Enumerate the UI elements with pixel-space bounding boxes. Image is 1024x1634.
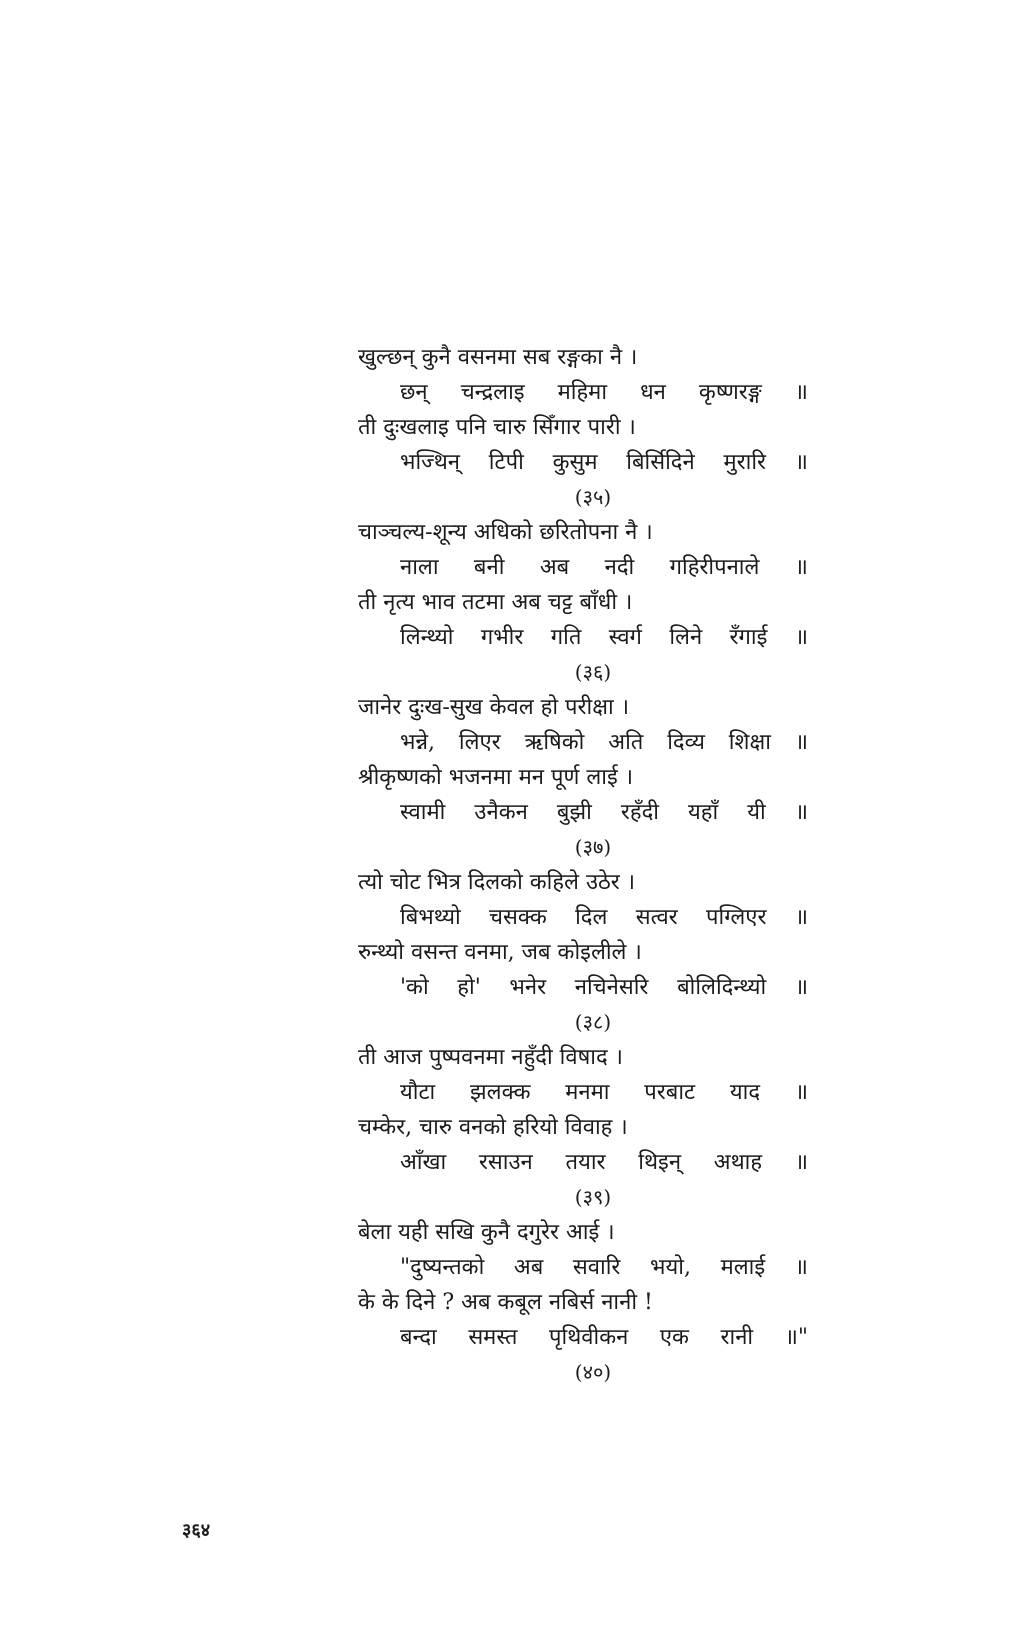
verse-line: के के दिने ? अब कबूल नबिर्स नानी !	[358, 1290, 653, 1315]
stanza-36	[358, 515, 808, 690]
verse-line: त्यो चोट भित्र दिलको कहिले उठेर ।	[358, 870, 636, 895]
page-number: ३६४	[182, 1520, 211, 1541]
verse-number: (३६)	[574, 660, 612, 684]
verse-number: (३९)	[574, 1185, 612, 1209]
stanza-38	[358, 865, 808, 1040]
verse-line: 'को हो' भनेर नचिनेसरि बोलिदिन्थ्यो ॥	[400, 975, 808, 1000]
verse-line: स्वामी उनैकन बुझी रहँदी यहाँ यी ॥	[400, 800, 808, 825]
stanza-40	[358, 1215, 808, 1390]
verse-number: (३७)	[574, 835, 612, 859]
verse-line: नाला बनी अब नदी गहिरीपनाले ॥	[400, 555, 808, 580]
verse-line: श्रीकृष्णको भजनमा मन पूर्ण लाई ।	[358, 765, 634, 790]
verse-line: चम्केर, चारु वनको हरियो विवाह ।	[358, 1115, 628, 1140]
stanza-35	[358, 340, 808, 515]
verse-line: खुल्छन् कुनै वसनमा सब रङ्गका नै ।	[358, 345, 638, 370]
verse-line: बन्दा समस्त पृथिवीकन एक रानी ॥"	[400, 1325, 808, 1350]
verse-line: यौटा झलक्क मनमा परबाट याद ॥	[400, 1080, 808, 1105]
verse-number: (४०)	[574, 1360, 612, 1384]
verse-number: (३५)	[574, 485, 612, 509]
verse-line: रुन्थ्यो वसन्त वनमा, जब कोइलीले ।	[358, 940, 642, 965]
verse-line: भज्थिन् टिपी कुसुम बिर्सिदिने मुरारि ॥	[400, 450, 808, 475]
verse-line: लिन्थ्यो गभीर गति स्वर्ग लिने रँगाई ॥	[400, 625, 808, 650]
verse-line: बिभथ्यो चसक्क दिल सत्वर पग्लिएर ॥	[400, 905, 808, 930]
stanza-37	[358, 690, 808, 865]
verse-line: आँखा रसाउन तयार थिइन् अथाह ॥	[400, 1150, 808, 1175]
verse-line: बेला यही सखि कुनै दगुरेर आई ।	[358, 1220, 615, 1245]
verse-line: भन्ने, लिएर ऋषिको अति दिव्य शिक्षा ॥	[400, 730, 808, 755]
verse-line: चाञ्चल्य-शून्य अधिको छरितोपना नै ।	[358, 520, 653, 545]
verse-line: "दुष्यन्तको अब सवारि भयो, मलाई ॥	[400, 1255, 808, 1280]
verse-line: ती आज पुष्पवनमा नहुँदी विषाद ।	[358, 1045, 624, 1070]
verse-line: छन् चन्द्रलाइ महिमा धन कृष्णरङ्ग ॥	[400, 380, 808, 405]
poem	[358, 340, 808, 1390]
verse-number: (३८)	[574, 1010, 612, 1034]
verse-line: ती नृत्य भाव तटमा अब चट्ट बाँधी ।	[358, 590, 633, 615]
verse-line: जानेर दुःख-सुख केवल हो परीक्षा ।	[358, 695, 630, 720]
verse-line: ती दुःखलाइ पनि चारु सिँगार पारी ।	[358, 415, 636, 440]
stanza-39	[358, 1040, 808, 1215]
